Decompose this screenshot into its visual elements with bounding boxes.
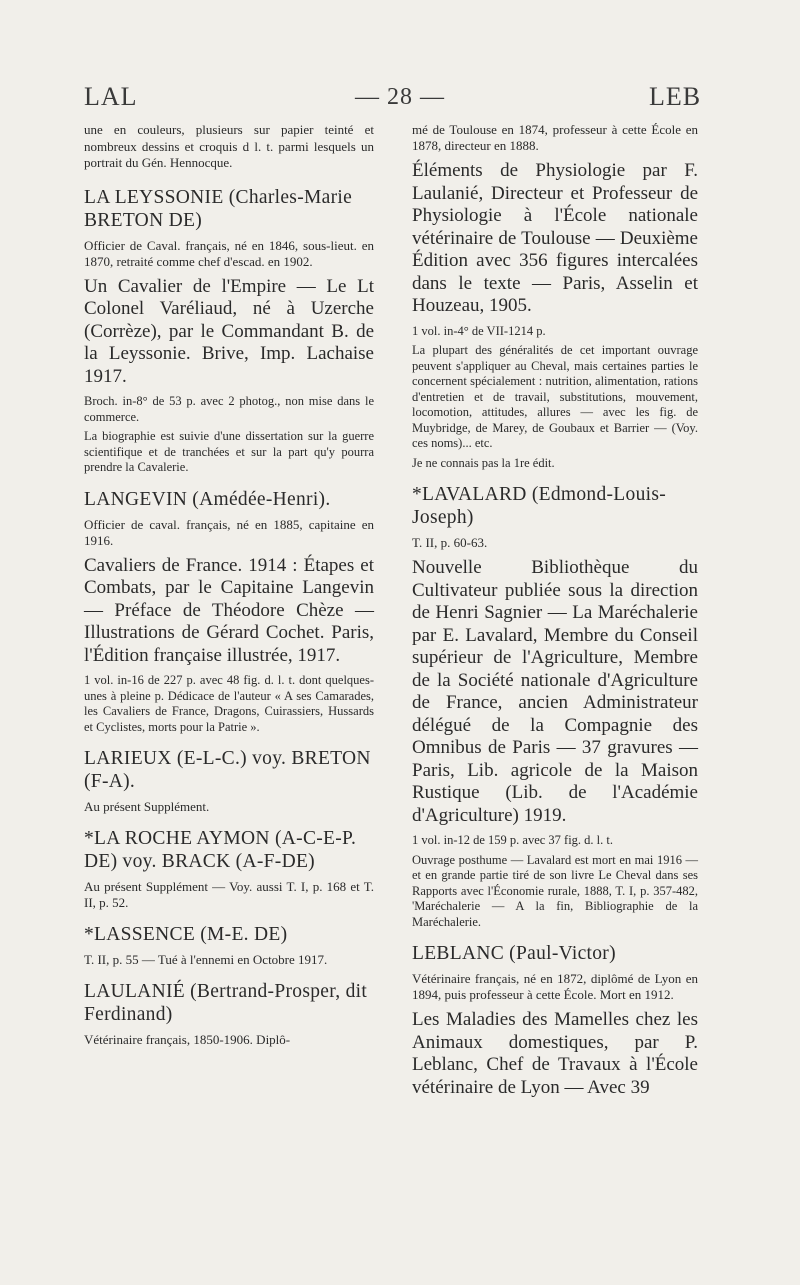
entry-note: Ouvrage posthume — Lavalard est mort en mai 1916 — et en grande partie tiré de son livre Le Cheval dans ses Rapports avec l'Économie rurale, 1888, T. I, p. 357-482, 'Maréchalerie — A la fin, Bibliographie de la Maréchalerie. [412,852,698,929]
entry-name: *LAVALARD (Edmond-Louis-Joseph) [412,484,667,528]
left-column [84,122,374,1060]
entry-bio: Vétérinaire français, né en 1872, diplômé de Lyon en 1894, puis professeur à cette École. Mort en 1912. [412,971,698,1002]
entry-name: LAULANIÉ (Bertrand-Prosper, dit Ferdinand) [84,981,368,1025]
entry-note: Je ne connais pas la 1re édit. [412,455,555,470]
entry-name: *LASSENCE (M-E. DE) [84,924,288,945]
continued-note: une en couleurs, plusieurs sur papier teinté et nombreux dessins et croquis d l. t. parmi lesquels un portrait du Gén. Hennocque. [84,122,374,170]
right-column [412,122,698,1111]
entry-la-roche-aymon [84,827,374,911]
entry-note: Broch. in-8° de 53 p. avec 2 photog., non mise dans le commerce. [84,394,374,424]
entry-book-title: Éléments de Physiologie par F. Laulanié, Directeur et Professeur de Physiologie à l'École nationale vétérinaire de Toulouse — Deuxième Édition avec 356 figures intercalées dans le texte — Paris, Asselin et Houzeau, 1905. [412,160,698,316]
page-number: — 28 — [355,84,445,110]
entry-leblanc [412,942,698,1099]
entry-lassence [84,923,374,968]
entry-larieux [84,747,374,815]
entry-name: *LA ROCHE AYMON (A-C-E-P. DE) voy. BRACK (A-F-DE) [84,828,357,872]
entry-bio: Officier de caval. français, né en 1885, capitaine en 1916. [84,516,374,548]
continued-bio: mé de Toulouse en 1874, professeur à cette École en 1878, directeur en 1888. [412,122,698,153]
entry-bio: Officier de Caval. français, né en 1846, sous-lieut. en 1870, retraité comme chef d'escad. en 1902. [84,237,374,269]
entry-note: 1 vol. in-16 de 227 p. avec 48 fig. d. l. t. dont quelques-unes à pleine p. Dédicace de l'auteur « A ses Camarades, les Cavaliers de France, Dragons, Cuirassiers, Hussards et Cyclistes, morts pour la Patrie ». [84,673,374,734]
entry-name: LANGEVIN (Amédée-Henri). [84,488,331,510]
running-head-left: LAL [84,82,138,111]
entry-laulanie-book [412,160,698,471]
entry-note: La plupart des généralités de cet important ouvrage peuvent s'appliquer au Cheval, mais certaines parties le concernent spécialement : nutrition, alimentation, rations d'entretien et de travail, substitutions, mouvement, locomotion, attitudes, allures — avec les fig. de Muybridge, de Marey, de Goubaux et Barrier — (Voy. ces noms)... etc. [412,343,698,450]
entry-bio: Au présent Supplément. [84,799,210,814]
entry-book-title: Cavaliers de France. 1914 : Étapes et Combats, par le Capitaine Langevin — Préface de Théodore Chèze — Illustrations de Gérard Cochet. Paris, l'Édition française illustrée, 1917. [84,554,374,666]
entry-bio: T. II, p. 60-63. [412,535,488,550]
entry-la-leyssonie [84,186,374,476]
entry-name: LARIEUX (E-L-C.) voy. BRETON (F-A). [84,748,371,792]
entry-book-title: Un Cavalier de l'Empire — Le Lt Colonel Varéliaud, né à Uzerche (Corrèze), par le Commandant B. de la Leyssonie. Brive, Imp. Lachaise 1917. [84,275,374,387]
entry-laulanie [84,980,374,1048]
entry-bio: T. II, p. 55 — Tué à l'ennemi en Octobre 1917. [84,952,328,967]
entry-name: LA LEYSSONIE (Charles-Marie BRETON DE) [84,186,353,231]
entry-book-title: Les Maladies des Mamelles chez les Animaux domestiques, par P. Leblanc, Chef de Travaux à l'École vétérinaire de Lyon — Avec 39 [412,1009,698,1098]
entry-name: LEBLANC (Paul-Victor) [412,943,616,964]
entry-langevin [84,488,374,736]
entry-note: 1 vol. in-12 de 159 p. avec 37 fig. d. l. t. [412,833,614,847]
entry-bio: Au présent Supplément — Voy. aussi T. I, p. 168 et T. II, p. 52. [84,879,374,910]
entry-note: La biographie est suivie d'une dissertation sur la guerre scientifique et de tranchées et sur la part qu'y pourra prendre la Cavalerie. [84,429,374,474]
entry-lavalard [412,483,698,930]
entry-book-title: Nouvelle Bibliothèque du Cultivateur publiée sous la direction de Henri Sagnier — La Maréchalerie par E. Lavalard, Membre du Conseil supérieur de l'Agriculture, Membre de la Société nationale d'Agriculture de France, ancien Administrateur délégué de la Compagnie des Omnibus de Paris — 37 gravures — Paris, Lib. agricole de la Maison Rustique (Lib. de l'Académie d'Agriculture) 1919. [412,557,698,826]
entry-bio: Vétérinaire français, 1850-1906. Diplô- [84,1032,291,1047]
running-head-right: LEB [649,82,702,111]
entry-note: 1 vol. in-4° de VII-1214 p. [412,323,546,338]
